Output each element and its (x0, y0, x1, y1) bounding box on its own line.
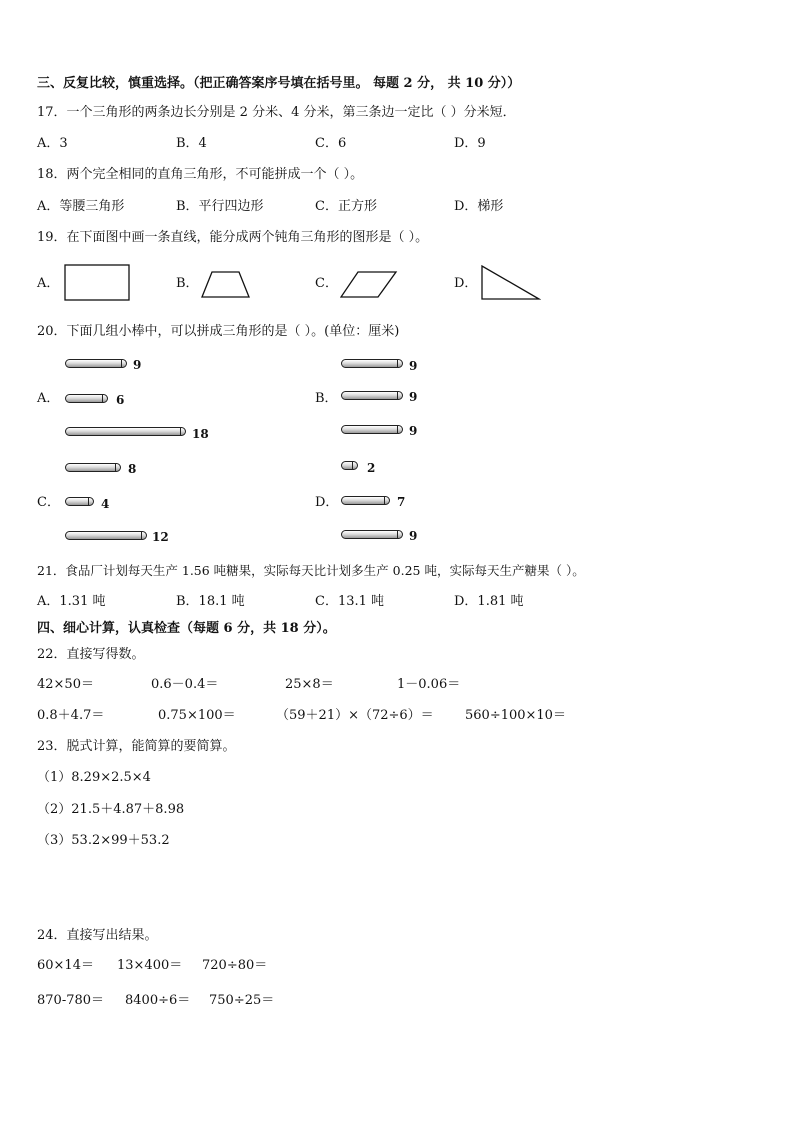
parallelogram-icon (340, 271, 398, 299)
stick (341, 496, 390, 505)
q18-stem: 18．两个完全相同的直角三角形，不可能拼成一个（ ）。 (37, 167, 364, 182)
q21-option-a[interactable]: A．1.31 吨 (37, 594, 106, 609)
section-3-title: 三、反复比较，慎重选择。（把正确答案序号填在括号里。 每题 2 分， 共 10 分）） (37, 76, 521, 91)
q20-option-a[interactable]: A． (37, 391, 60, 406)
q24-item: 8400÷6＝ (125, 993, 191, 1008)
stick (341, 425, 403, 434)
q22-item: 42×50＝ (37, 677, 94, 692)
q19-option-c[interactable]: C． (315, 276, 338, 291)
stick-length: 12 (152, 530, 169, 544)
q18-option-c[interactable]: C．正方形 (315, 199, 377, 214)
q23-stem: 23．脱式计算，能简算的要简算。 (37, 739, 236, 754)
q18-option-b[interactable]: B．平行四边形 (176, 199, 264, 214)
q19-option-d[interactable]: D． (454, 276, 478, 291)
section-4-title: 四、细心计算，认真检查（每题 6 分，共 18 分）。 (37, 621, 336, 636)
q21-option-b[interactable]: B．18.1 吨 (176, 594, 245, 609)
q22-item: 0.6－0.4＝ (151, 677, 219, 692)
q22-item: 25×8＝ (285, 677, 334, 692)
q23-item: （2）21.5＋4.87＋8.98 (37, 802, 185, 817)
q24-item: 750÷25＝ (209, 993, 275, 1008)
stick (341, 359, 403, 368)
q17-option-a[interactable]: A．3 (37, 136, 68, 151)
q24-stem: 24．直接写出结果。 (37, 928, 158, 943)
q18-option-a[interactable]: A．等腰三角形 (37, 199, 125, 214)
stick (341, 530, 403, 539)
stick (65, 531, 147, 540)
q23-item: （1）8.29×2.5×4 (37, 770, 151, 785)
q19-stem: 19．在下面图中画一条直线，能分成两个钝角三角形的图形是（ ）。 (37, 230, 429, 245)
q24-item: 13×400＝ (117, 958, 183, 973)
q24-item: 720÷80＝ (202, 958, 268, 973)
q18-option-d[interactable]: D．梯形 (454, 199, 504, 214)
right-triangle-icon (481, 265, 541, 301)
q21-stem: 21．食品厂计划每天生产 1.56 吨糖果，实际每天比计划多生产 0.25 吨，实际每天生产糖果（ ）。 (37, 563, 585, 578)
q20-stem: 20．下面几组小棒中，可以拼成三角形的是（ ）。(单位：厘米) (37, 324, 400, 339)
stick-length: 2 (367, 461, 376, 475)
q24-item: 870-780＝ (37, 993, 105, 1008)
stick-length: 18 (192, 427, 209, 441)
q22-stem: 22．直接写得数。 (37, 647, 145, 662)
trapezoid-icon (201, 271, 251, 299)
q21-option-c[interactable]: C．13.1 吨 (315, 594, 385, 609)
stick (65, 359, 127, 368)
q24-item: 60×14＝ (37, 958, 94, 973)
q17-option-d[interactable]: D．9 (454, 136, 486, 151)
q21-option-d[interactable]: D．1.81 吨 (454, 594, 524, 609)
stick-length: 9 (409, 390, 418, 404)
stick-length: 9 (409, 424, 418, 438)
q20-option-c[interactable]: C． (37, 495, 60, 510)
q20-option-b[interactable]: B． (315, 391, 338, 406)
stick (65, 427, 186, 436)
stick-length: 9 (133, 358, 142, 372)
stick-length: 7 (397, 495, 406, 509)
q23-item: （3）53.2×99＋53.2 (37, 833, 170, 848)
q20-option-d[interactable]: D． (315, 495, 339, 510)
stick-length: 9 (409, 529, 418, 543)
stick-length: 6 (116, 393, 125, 407)
q22-item: （59＋21）×（72÷6）＝ (276, 708, 434, 723)
stick (65, 463, 121, 472)
q22-item: 560÷100×10＝ (465, 708, 566, 723)
rectangle-icon (64, 264, 132, 302)
stick-length: 9 (409, 359, 418, 373)
q17-option-c[interactable]: C．6 (315, 136, 347, 151)
stick (65, 394, 108, 403)
q22-item: 0.75×100＝ (158, 708, 236, 723)
q22-item: 0.8＋4.7＝ (37, 708, 105, 723)
q17-option-b[interactable]: B．4 (176, 136, 207, 151)
stick-length: 4 (101, 497, 110, 511)
stick-length: 8 (128, 462, 137, 476)
stick (65, 497, 94, 506)
q17-stem: 17．一个三角形的两条边长分别是 2 分米、4 分米，第三条边一定比（ ）分米短． (37, 105, 516, 120)
stick (341, 391, 403, 400)
stick (341, 461, 358, 470)
q22-item: 1－0.06＝ (397, 677, 461, 692)
q19-option-b[interactable]: B． (176, 276, 199, 291)
q19-option-a[interactable]: A． (37, 276, 60, 291)
